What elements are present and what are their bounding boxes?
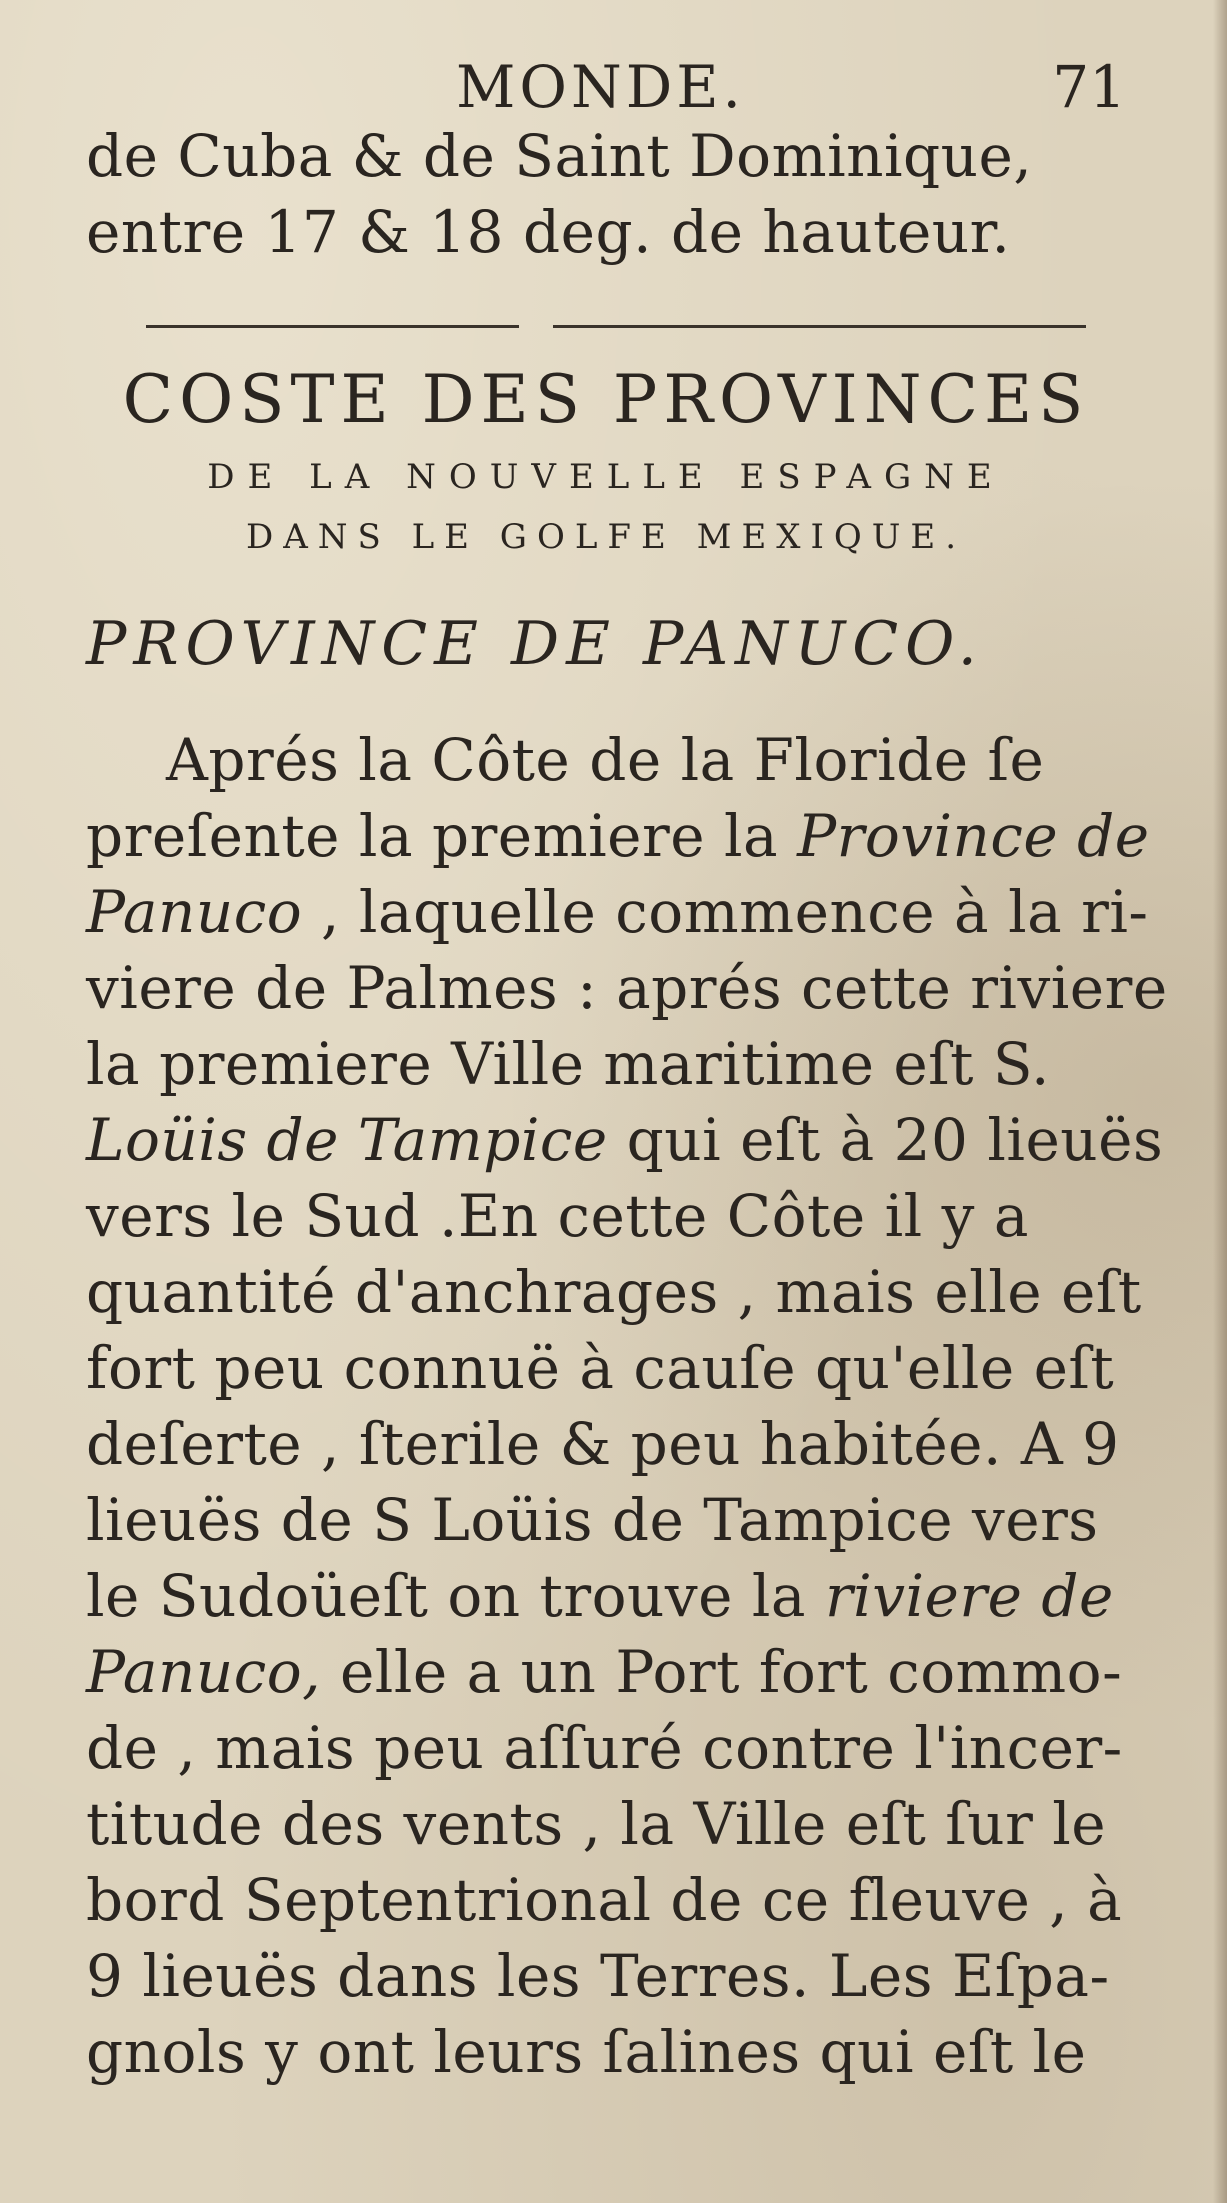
section-rule-right xyxy=(553,325,1086,328)
province-title: PROVINCE DE PANUCO. xyxy=(86,609,984,679)
section-subtitle-line1: DE LA NOUVELLE ESPAGNE xyxy=(207,457,1005,497)
text-line: bord Septentrional de ce fleuve , à xyxy=(86,1866,1123,1934)
page-edge-shadow xyxy=(1213,0,1227,2203)
text-segment: qui eſt à 20 lieuës xyxy=(607,1106,1164,1174)
text-line xyxy=(86,1102,1164,1178)
section-title: COSTE DES PROVINCES xyxy=(122,361,1090,438)
continued-text xyxy=(86,118,1126,270)
text-line: titude des vents , la Ville eſt ſur le xyxy=(86,1790,1107,1858)
text-line xyxy=(86,1558,1126,1634)
text-line: deſerte , ſterile & peu habitée. A 9 xyxy=(86,1410,1120,1478)
text-line: de Cuba & de Saint Dominique, xyxy=(86,122,1033,190)
text-line: de , mais peu aſſuré contre l'incer- xyxy=(86,1714,1123,1782)
text-line: vers le Sud .En cette Côte il y a xyxy=(86,1182,1029,1250)
text-line: 9 lieuës dans les Terres. Les Eſpa- xyxy=(86,1942,1110,2010)
section-rule-left xyxy=(146,325,519,328)
text-line: gnols y ont leurs ſalines qui eſt le xyxy=(86,2018,1087,2086)
text-segment: le Sudoüeſt on trouve la xyxy=(86,1562,825,1630)
text-line xyxy=(86,798,1150,874)
body-paragraph xyxy=(86,722,1168,2090)
text-line: quantité d'anchrages , mais elle eſt xyxy=(86,1258,1142,1326)
text-line: Aprés la Côte de la Floride ſe xyxy=(166,726,1045,794)
text-segment: elle a un Port fort commo- xyxy=(321,1638,1123,1706)
italic-place-name: riviere de xyxy=(824,1562,1114,1630)
text-line: entre 17 & 18 deg. de hauteur. xyxy=(86,198,1011,266)
page-header xyxy=(86,52,1126,122)
italic-place-name: Province de xyxy=(797,802,1150,870)
italic-place-name: Panuco, xyxy=(86,1638,322,1706)
section-subtitle-line2: DANS LE GOLFE MEXIQUE. xyxy=(245,517,967,557)
text-line xyxy=(86,1634,1126,1710)
text-line xyxy=(86,874,1149,950)
text-line: fort peu connuë à cauſe qu'elle eſt xyxy=(86,1334,1115,1402)
text-line: viere de Palmes : aprés cette riviere xyxy=(86,954,1168,1022)
italic-place-name: Panuco xyxy=(86,878,303,946)
italic-place-name: Loüis de Tampice xyxy=(86,1106,608,1174)
text-segment: , laquelle commence à la ri- xyxy=(302,878,1149,946)
text-segment: preſente la premiere la xyxy=(86,802,798,870)
text-line: lieuës de S Loüis de Tampice vers xyxy=(86,1486,1099,1554)
running-head: MONDE. xyxy=(456,53,745,121)
page-number: 71 xyxy=(1052,53,1126,121)
text-line: la premiere Ville maritime eſt S. xyxy=(86,1030,1050,1098)
